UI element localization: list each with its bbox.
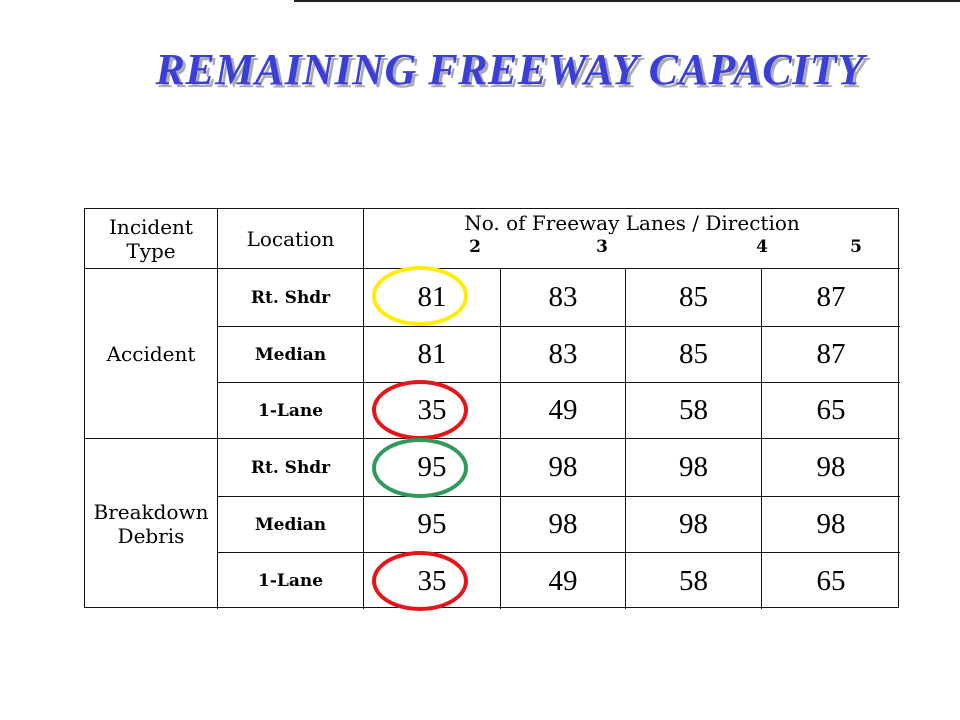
value-cell: 49 [500, 382, 625, 438]
value-cell: 35 [363, 552, 500, 609]
header-location: Location [217, 209, 363, 268]
capacity-table [84, 208, 899, 608]
slide-title: REMAINING FREEWAY CAPACITY [155, 45, 865, 94]
lane-count-4: 4 [756, 237, 768, 257]
value-cell: 83 [500, 326, 625, 382]
value-cell: 98 [761, 438, 900, 496]
header-lanes [363, 209, 900, 268]
highlight-ring-green [372, 438, 468, 498]
value-cell: 98 [500, 496, 625, 552]
location-cell: 1-Lane [217, 552, 363, 609]
lane-count-3: 3 [596, 237, 608, 257]
lanes-title: No. of Freeway Lanes / Direction [464, 211, 800, 235]
location-cell: Rt. Shdr [217, 438, 363, 496]
incident-type-breakdown-debris: Breakdown Debris [85, 438, 217, 609]
value-cell: 98 [761, 496, 900, 552]
incident-type-accident: Accident [85, 268, 217, 438]
value-cell: 58 [625, 552, 761, 609]
lane-count-5: 5 [850, 237, 862, 257]
value-cell: 85 [625, 326, 761, 382]
value-cell: 85 [625, 268, 761, 326]
lane-count-2: 2 [469, 237, 481, 257]
highlight-ring-red [372, 551, 468, 611]
location-cell: Median [217, 496, 363, 552]
value-cell: 98 [625, 496, 761, 552]
value-cell: 98 [625, 438, 761, 496]
header-incident-type: Incident Type [109, 214, 193, 263]
value-cell: 81 [363, 326, 500, 382]
value-cell: 83 [500, 268, 625, 326]
value-cell: 65 [761, 552, 900, 609]
highlight-ring-yellow [372, 266, 468, 326]
value-cell: 98 [500, 438, 625, 496]
value-cell: 65 [761, 382, 900, 438]
highlight-ring-red [372, 380, 468, 440]
location-cell: Median [217, 326, 363, 382]
location-cell: 1-Lane [217, 382, 363, 438]
value-cell: 95 [363, 496, 500, 552]
value-cell: 58 [625, 382, 761, 438]
top-rule [294, 0, 960, 2]
value-cell: 35 [363, 382, 500, 438]
value-cell: 87 [761, 268, 900, 326]
value-cell: 49 [500, 552, 625, 609]
location-cell: Rt. Shdr [217, 268, 363, 326]
value-cell: 87 [761, 326, 900, 382]
value-cell: 81 [363, 268, 500, 326]
value-cell: 95 [363, 438, 500, 496]
